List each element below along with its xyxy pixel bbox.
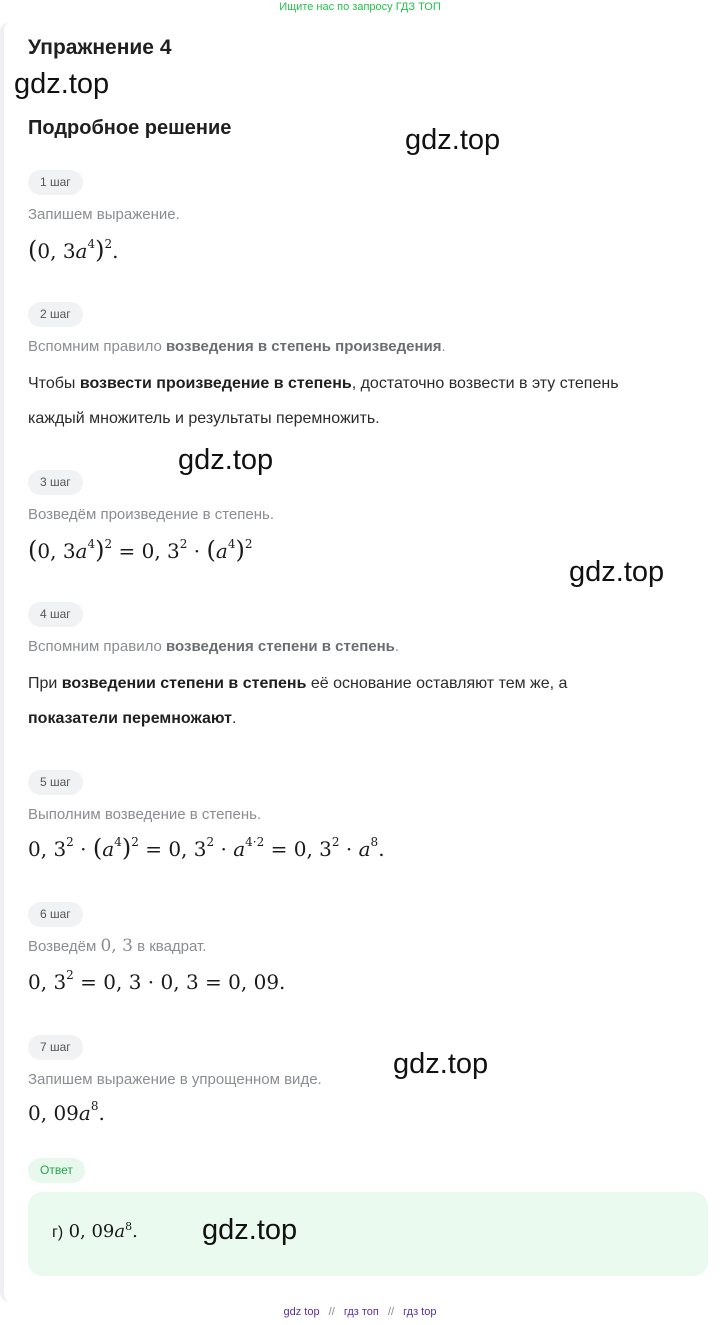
- watermark: gdz.top: [14, 68, 110, 100]
- math-expression: (0, $3a^4)^2$.: [28, 236, 119, 264]
- math-expression: (0, $3a^4)^2 = 0$, $3^2 \cdot (a^4)^2$: [28, 536, 253, 564]
- step-badge: 3 шаг: [28, 470, 83, 495]
- step-note: Запишем выражение в упрощенном виде.: [28, 1071, 322, 1088]
- section-title: Подробное решение: [28, 117, 232, 139]
- step-note: Запишем выражение.: [28, 206, 180, 223]
- rule-text: показатели перемножают.: [28, 710, 237, 727]
- footer-links: [0, 1306, 720, 1318]
- rule-text: каждый множитель и результаты перемножить.: [28, 410, 380, 427]
- step-note: Возведём произведение в степень.: [28, 506, 274, 523]
- watermark: gdz.top: [393, 1048, 489, 1080]
- step-note: Вспомним правило возведения степени в степень.: [28, 638, 400, 655]
- math-expression: 0, $09a^8$.: [28, 1099, 105, 1125]
- page-title: Упражнение 4: [28, 36, 172, 59]
- footer-separator: //: [328, 1306, 335, 1318]
- top-banner: Ищите нас по запросу ГДЗ ТОП: [279, 1, 441, 13]
- step-badge: 6 шаг: [28, 902, 83, 927]
- step-badge: 1 шаг: [28, 170, 83, 195]
- watermark: gdz.top: [202, 1214, 298, 1246]
- footer-link[interactable]: гдз top: [403, 1306, 437, 1318]
- answer-badge: Ответ: [28, 1158, 85, 1183]
- answer-box: [28, 1192, 708, 1276]
- step-note: Вспомним правило возведения в степень произведения.: [28, 338, 446, 355]
- step-badge: 4 шаг: [28, 602, 83, 627]
- watermark: gdz.top: [178, 444, 274, 476]
- math-expression: 0, $3^2 = 0$, 3 · 0, 3 = 0, 09.: [28, 968, 286, 994]
- step-note: Выполним возведение в степень.: [28, 806, 262, 823]
- footer-link[interactable]: gdz top: [283, 1306, 320, 1318]
- footer-link[interactable]: гдз топ: [343, 1306, 379, 1318]
- step-badge: 7 шаг: [28, 1035, 83, 1060]
- rule-text: Чтобы возвести произведение в степень, достаточно возвести в эту степень: [28, 375, 619, 392]
- math-expression: 0, $3^2 \cdot (a^4)^2 = 0$, $3^2 \cdot a^{4\cdot 2} = 0$, $3^2 \cdot a^8$.: [28, 834, 385, 862]
- step-badge: 5 шаг: [28, 770, 83, 795]
- footer-separator: //: [387, 1306, 395, 1318]
- step-badge: 2 шаг: [28, 302, 83, 327]
- watermark: gdz.top: [569, 556, 665, 588]
- watermark: gdz.top: [405, 124, 501, 156]
- rule-text: При возведении степени в степень её основание оставляют тем же, а: [28, 675, 568, 692]
- answer-text: г) 0, $09a^8$.: [52, 1220, 138, 1242]
- step-note: Возведём 0, 3 в квадрат.: [28, 936, 207, 956]
